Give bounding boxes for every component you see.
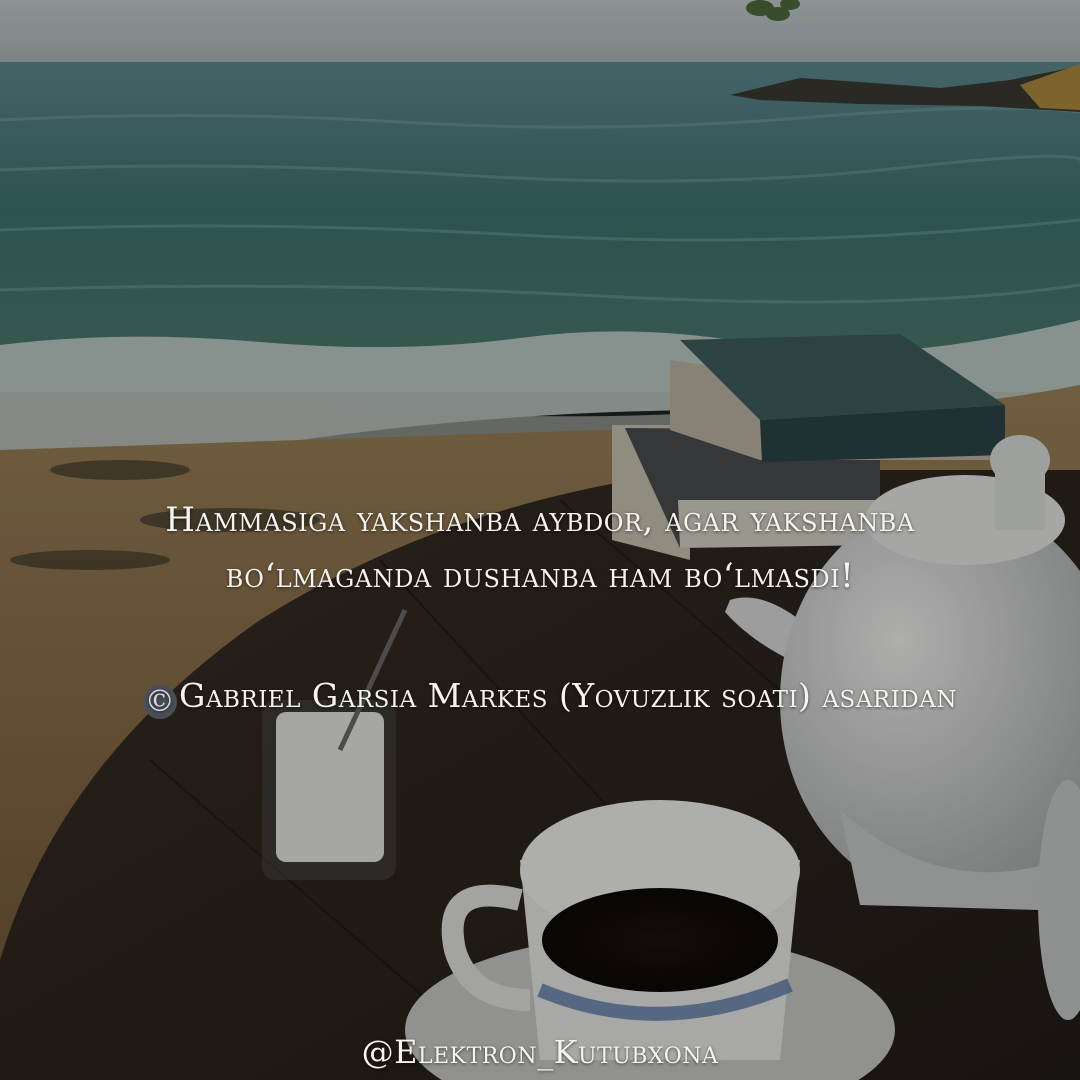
quote-text (0, 492, 1080, 604)
attribution (20, 674, 1080, 719)
copyright-icon: © (144, 684, 176, 719)
channel-handle: @Elektron_Kutubxona (361, 1033, 719, 1071)
quote-line-1: Hammasiga yakshanba aybdor, agar yakshanba (165, 500, 915, 540)
attribution-text: Gabriel Garsia Markes (Yovuzlik soati) asaridan (179, 676, 957, 715)
quote-line-2: bo‘lmaganda dushanba ham bo‘lmasdi! (225, 556, 855, 596)
